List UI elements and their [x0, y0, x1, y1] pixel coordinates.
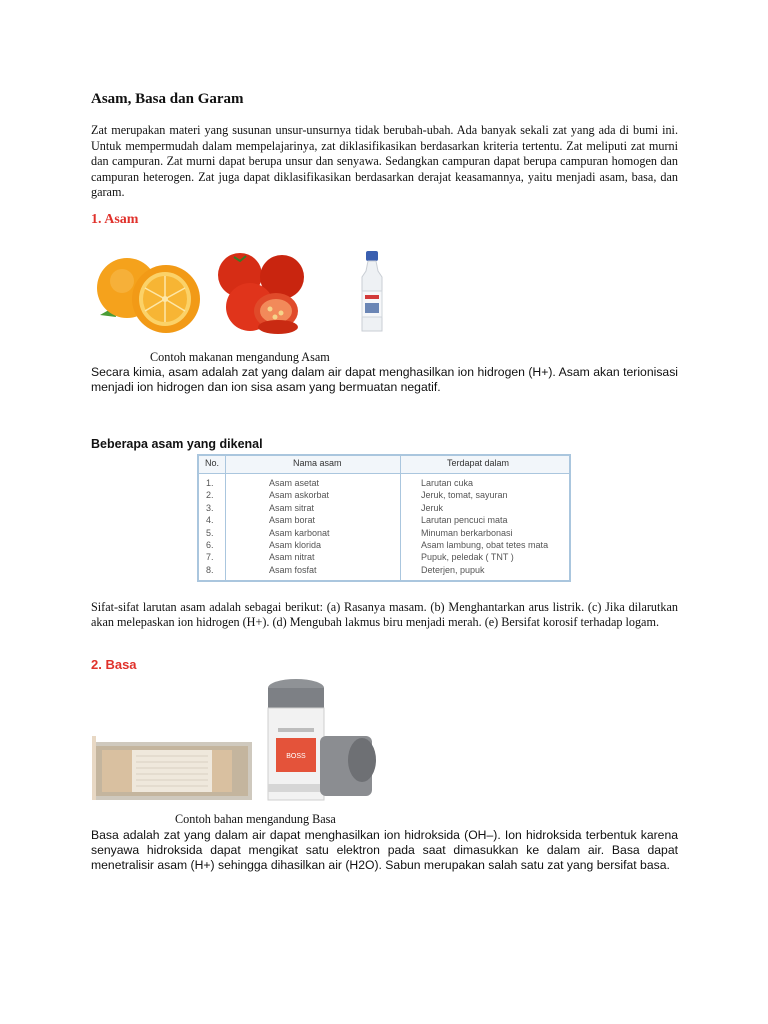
cell-acid: Asam sitrat [269, 502, 315, 513]
tomato-illustration [218, 253, 304, 334]
cell-no: 7. [206, 552, 214, 563]
cell-acid: Asam asetat [269, 478, 320, 488]
caption-asam: Contoh makanan mengandung Asam [150, 350, 330, 364]
page-title: Asam, Basa dan Garam [91, 91, 244, 107]
cell-source: Pupuk, peledak ( TNT ) [421, 552, 514, 563]
orange-illustration [97, 258, 200, 333]
cell-no: 5. [206, 527, 214, 538]
deodorant-brand-label: BOSS [286, 753, 306, 760]
cell-source: Larutan pencuci mata [421, 515, 508, 526]
cell-no: 8. [206, 564, 214, 575]
cell-acid: Asam borat [269, 515, 316, 526]
acid-table [197, 454, 571, 582]
table-row [199, 490, 569, 502]
known-acids-heading: Beberapa asam yang dikenal [91, 437, 263, 451]
cell-acid: Asam karbonat [269, 527, 330, 538]
acid-foods-image [92, 245, 412, 345]
cell-no: 3. [206, 502, 214, 513]
acid-properties-paragraph: Sifat-sifat larutan asam adalah sebagai berikut: (a) Rasanya masam. (b) Menghantarkan arus listrik. (c) Jika dilarutkan akan melepaskan ion hidrogen (H+). (d) Mengubah lakmus biru menjadi merah. (e) Bersifat korosif terhadap logam. [91, 600, 678, 629]
table-row [199, 540, 569, 552]
cell-no: 6. [206, 540, 214, 550]
cell-acid: Asam fosfat [269, 564, 317, 575]
cell-source: Jeruk [421, 502, 444, 513]
table-row [199, 528, 569, 540]
deodorant-illustration [268, 679, 376, 800]
header-no: No. [205, 458, 220, 468]
cell-acid: Asam askorbat [269, 490, 330, 501]
cell-source: Larutan cuka [421, 478, 474, 488]
table-row [199, 503, 569, 515]
table-row [199, 565, 569, 577]
table-row [199, 552, 569, 564]
caption-basa: Contoh bahan mengandung Basa [175, 812, 336, 826]
cell-source: Deterjen, pupuk [421, 564, 485, 575]
cell-no: 2. [206, 490, 214, 501]
bottle-illustration [362, 251, 382, 331]
table-row [199, 515, 569, 527]
table-row [199, 478, 569, 490]
section-heading-basa: 2. Basa [91, 657, 137, 672]
cell-source: Jeruk, tomat, sayuran [421, 490, 508, 501]
asam-definition-paragraph: Secara kimia, asam adalah zat yang dalam air dapat menghasilkan ion hidrogen (H+). Asam akan terionisasi menjadi ion hidrogen dan ion sisa asam yang bermuatan negatif. [91, 365, 678, 394]
section-heading-asam: 1. Asam [91, 212, 139, 227]
cell-source: Asam lambung, obat tetes mata [421, 540, 549, 550]
soap-illustration [92, 736, 252, 800]
cell-no: 4. [206, 515, 214, 526]
header-nama-asam: Nama asam [293, 458, 342, 468]
cell-acid: Asam nitrat [269, 552, 315, 563]
base-materials-image [92, 676, 392, 806]
header-terdapat-dalam: Terdapat dalam [447, 458, 510, 468]
cell-source: Minuman berkarbonasi [421, 527, 513, 538]
basa-definition-paragraph: Basa adalah zat yang dalam air dapat menghasilkan ion hidroksida (OH–). Ion hidroksida terbentuk karena senyawa hidroksida dapat mengikat satu elektron pada saat dimasukkan ke dalam air. Basa dapat menetralisir asam (H+) sehingga dihasilkan air (H2O). Sabun merupakan salah satu zat yang bersifat basa. [91, 828, 678, 872]
table-header [199, 456, 569, 474]
intro-paragraph: Zat merupakan materi yang susunan unsur-unsurnya tidak berubah-ubah. Ada banyak sekali zat yang ada di bumi ini. Untuk mempermudah dalam mempelajarinya, zat diklasifikasikan berdasarkan kriteria tertentu. Zat meliputi zat murni dan campuran. Zat murni dapat berupa unsur dan senyawa. Sedangkan campuran dapat berupa campuran homogen dan campuran heterogen. Zat juga dapat diklasifikasikan berdasarkan derajat keasamannya, yaitu menjadi asam, basa, dan garam. [91, 123, 678, 200]
cell-acid: Asam klorida [269, 540, 322, 550]
cell-no: 1. [206, 478, 214, 488]
